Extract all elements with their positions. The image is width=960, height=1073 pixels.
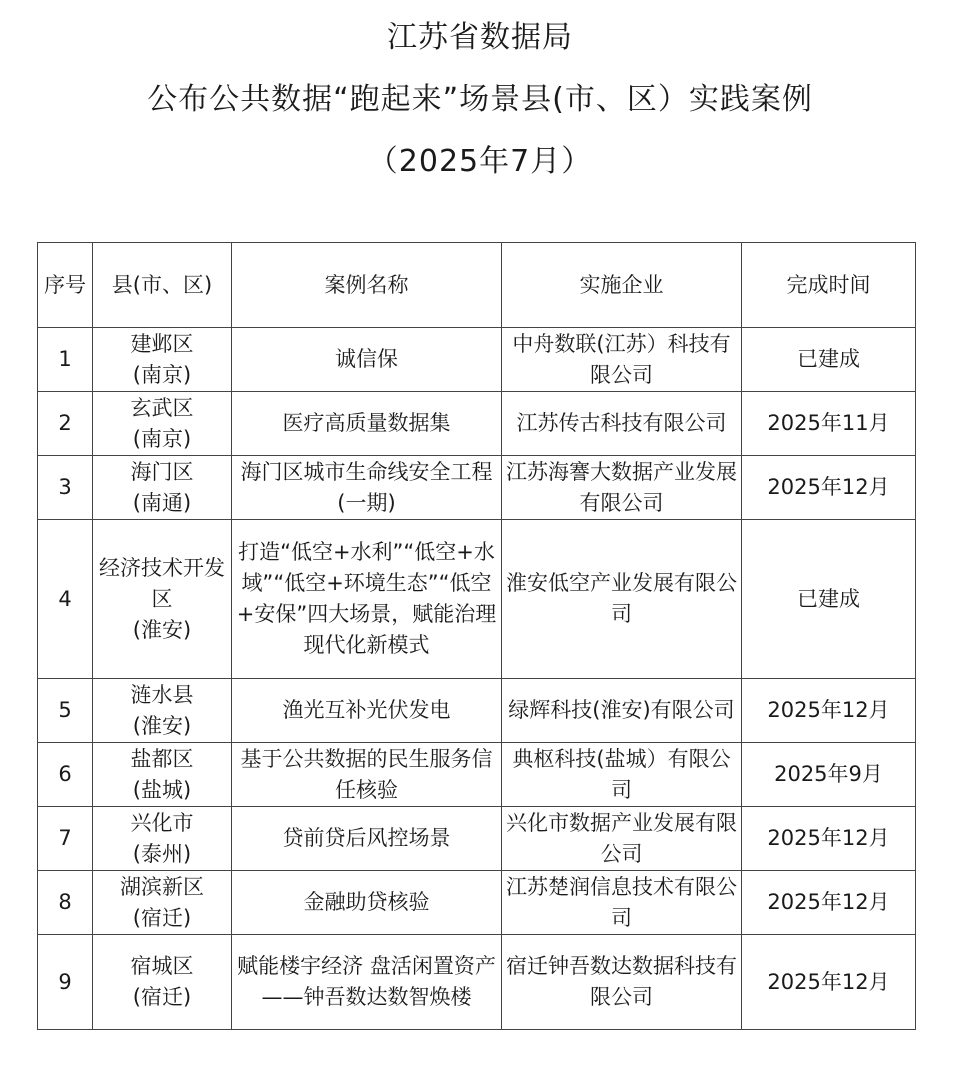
table-row: [38, 392, 916, 456]
completion-time-cell: 2025年12月: [742, 456, 916, 520]
header-cell: 完成时间: [742, 243, 916, 328]
case-name-cell: 海门区城市生命线安全工程(一期): [232, 456, 502, 520]
company-cell: 绿辉科技(淮安)有限公司: [502, 679, 742, 743]
table-header-row: [38, 243, 916, 328]
row-number: 7: [38, 807, 93, 871]
table-row: [38, 871, 916, 935]
case-name-cell: 基于公共数据的民生服务信任核验: [232, 743, 502, 807]
completion-time-cell: 已建成: [742, 520, 916, 679]
header-cell: 案例名称: [232, 243, 502, 328]
county-cell: 宿城区 (宿迁): [93, 935, 232, 1030]
table-row: [38, 520, 916, 679]
table-row: [38, 807, 916, 871]
company-cell: 江苏海謇大数据产业发展有限公司: [502, 456, 742, 520]
row-number: 3: [38, 456, 93, 520]
header-cell: 实施企业: [502, 243, 742, 328]
row-number: 1: [38, 328, 93, 392]
county-cell: 经济技术开发区 (淮安): [93, 520, 232, 679]
completion-time-cell: 2025年9月: [742, 743, 916, 807]
row-number: 4: [38, 520, 93, 679]
row-number: 8: [38, 871, 93, 935]
case-name-cell: 赋能楼宇经济 盘活闲置资产——钟吾数达数智焕楼: [232, 935, 502, 1030]
document-subtitle: 公布公共数据“跑起来”场景县(市、区）实践案例: [147, 82, 813, 117]
document-title: 江苏省数据局: [387, 20, 573, 55]
county-cell: 兴化市 (泰州): [93, 807, 232, 871]
county-cell: 涟水县 (淮安): [93, 679, 232, 743]
case-name-cell: 渔光互补光伏发电: [232, 679, 502, 743]
table-row: [38, 743, 916, 807]
completion-time-cell: 2025年12月: [742, 679, 916, 743]
company-cell: 江苏楚润信息技术有限公司: [502, 871, 742, 935]
company-cell: 宿迁钟吾数达数据科技有限公司: [502, 935, 742, 1030]
table-row: [38, 328, 916, 392]
table-row: [38, 456, 916, 520]
county-cell: 玄武区 (南京): [93, 392, 232, 456]
company-cell: 淮安低空产业发展有限公司: [502, 520, 742, 679]
completion-time-cell: 2025年11月: [742, 392, 916, 456]
document-date: （2025年7月）: [367, 144, 593, 179]
row-number: 9: [38, 935, 93, 1030]
case-name-cell: 贷前贷后风控场景: [232, 807, 502, 871]
case-name-cell: 金融助贷核验: [232, 871, 502, 935]
completion-time-cell: 2025年12月: [742, 935, 916, 1030]
row-number: 5: [38, 679, 93, 743]
company-cell: 中舟数联(江苏）科技有限公司: [502, 328, 742, 392]
company-cell: 江苏传古科技有限公司: [502, 392, 742, 456]
table-row: [38, 935, 916, 1030]
completion-time-cell: 已建成: [742, 328, 916, 392]
case-name-cell: 诚信保: [232, 328, 502, 392]
header-cell: 序号: [38, 243, 93, 328]
county-cell: 建邺区 (南京): [93, 328, 232, 392]
header-cell: 县(市、区): [93, 243, 232, 328]
county-cell: 海门区 (南通): [93, 456, 232, 520]
completion-time-cell: 2025年12月: [742, 871, 916, 935]
case-name-cell: 打造“低空+水利”“低空+水域”“低空+环境生态”“低空+安保”四大场景，赋能治理现代化新模式: [232, 520, 502, 679]
company-cell: 兴化市数据产业发展有限公司: [502, 807, 742, 871]
cases-table: [37, 242, 916, 1030]
row-number: 6: [38, 743, 93, 807]
row-number: 2: [38, 392, 93, 456]
county-cell: 盐都区 (盐城): [93, 743, 232, 807]
table-row: [38, 679, 916, 743]
county-cell: 湖滨新区 (宿迁): [93, 871, 232, 935]
case-name-cell: 医疗高质量数据集: [232, 392, 502, 456]
company-cell: 典枢科技(盐城）有限公司: [502, 743, 742, 807]
completion-time-cell: 2025年12月: [742, 807, 916, 871]
